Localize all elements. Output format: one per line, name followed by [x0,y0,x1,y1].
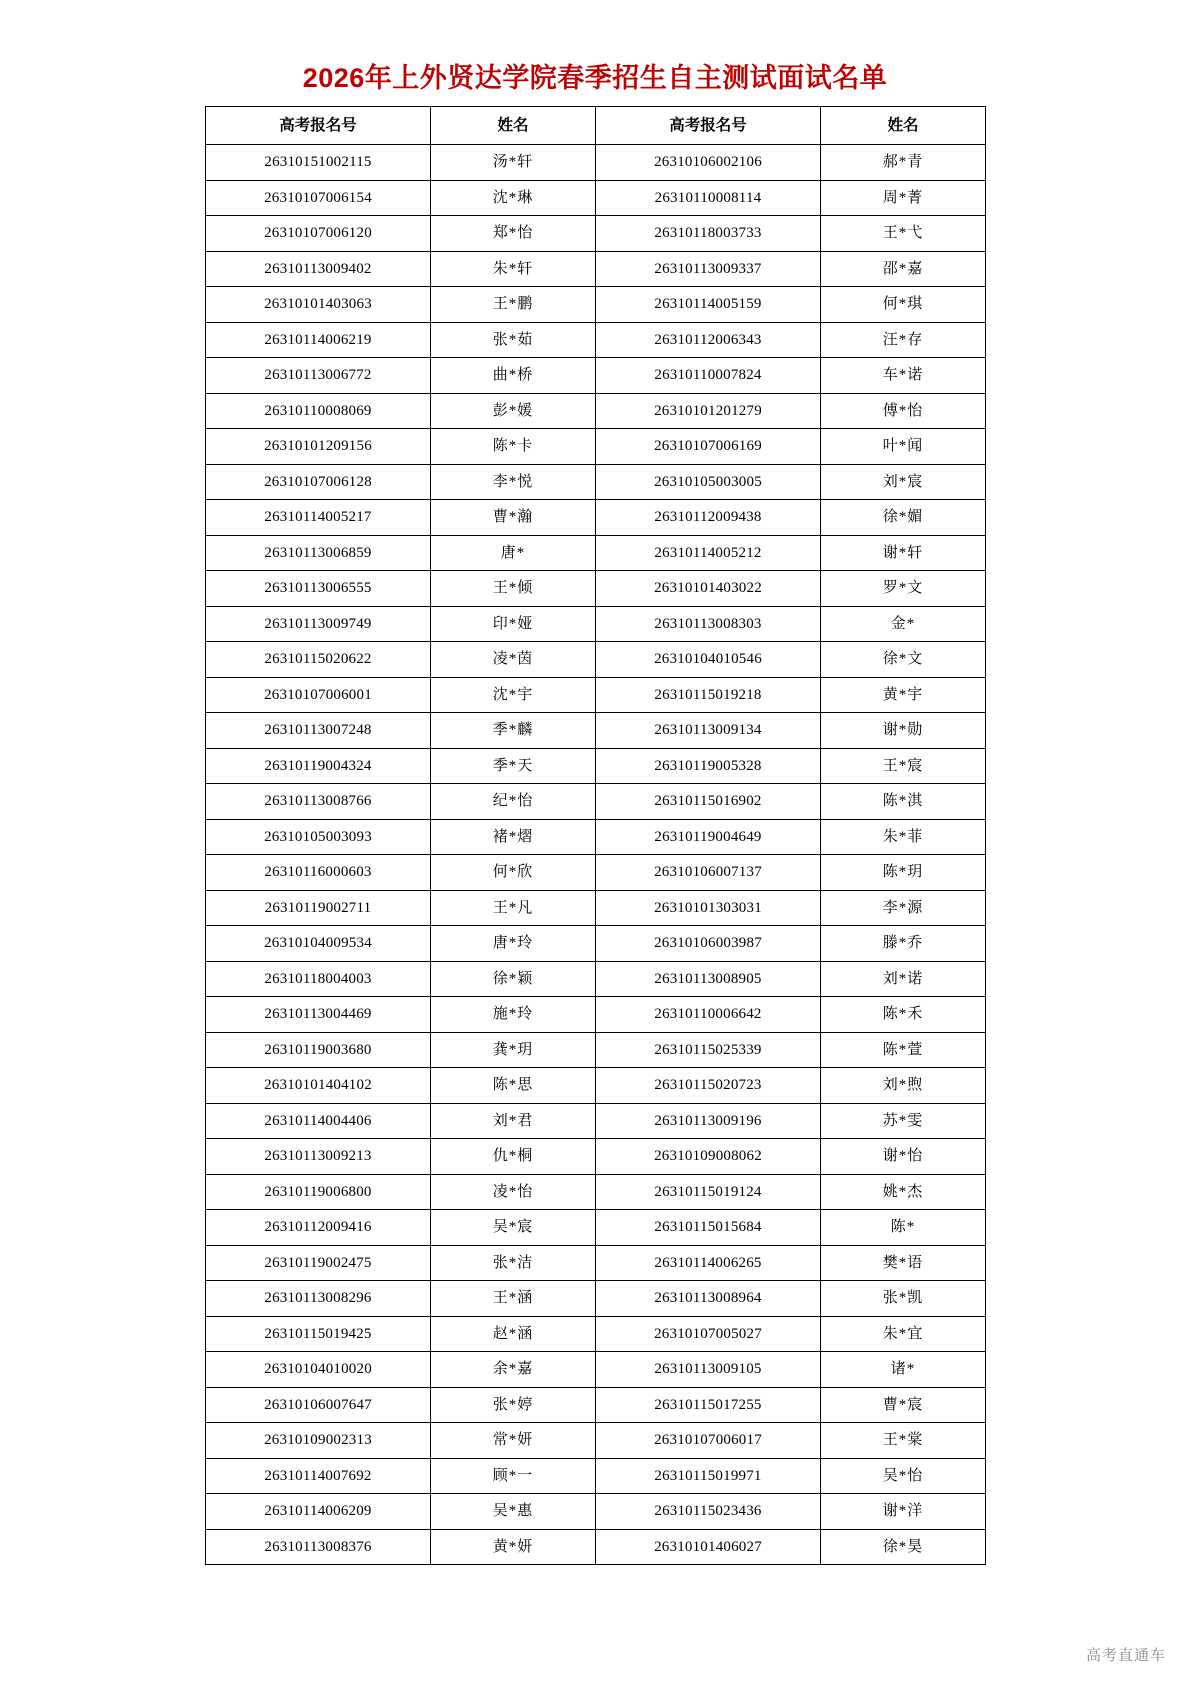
cell-exam-id: 26310119006800 [206,1174,431,1210]
cell-name: 郝*青 [821,145,986,181]
cell-name: 施*玲 [431,997,596,1033]
cell-name: 刘*宸 [821,464,986,500]
cell-exam-id: 26310101403022 [596,571,821,607]
cell-name: 刘*君 [431,1103,596,1139]
cell-exam-id: 26310113008964 [596,1281,821,1317]
cell-name: 车*诺 [821,358,986,394]
cell-name: 谢*轩 [821,535,986,571]
cell-name: 汤*轩 [431,145,596,181]
table-row [206,606,986,642]
table-row [206,1174,986,1210]
cell-exam-id: 26310107006128 [206,464,431,500]
cell-name: 季*天 [431,748,596,784]
cell-name: 李*悦 [431,464,596,500]
table-row [206,1139,986,1175]
cell-name: 陈*思 [431,1068,596,1104]
cell-exam-id: 26310115020723 [596,1068,821,1104]
cell-exam-id: 26310107006001 [206,677,431,713]
table-row [206,1458,986,1494]
cell-name: 邵*嘉 [821,251,986,287]
cell-exam-id: 26310113006555 [206,571,431,607]
cell-name: 王*倾 [431,571,596,607]
cell-name: 刘*诺 [821,961,986,997]
table-row [206,393,986,429]
table-row [206,1316,986,1352]
cell-name: 唐* [431,535,596,571]
cell-name: 朱*菲 [821,819,986,855]
cell-name: 刘*煦 [821,1068,986,1104]
cell-name: 徐*媚 [821,500,986,536]
cell-name: 罗*文 [821,571,986,607]
cell-exam-id: 26310107006154 [206,180,431,216]
cell-name: 曲*桥 [431,358,596,394]
cell-name: 余*嘉 [431,1352,596,1388]
cell-exam-id: 26310101403063 [206,287,431,323]
cell-exam-id: 26310106007647 [206,1387,431,1423]
cell-name: 凌*茵 [431,642,596,678]
cell-exam-id: 26310119003680 [206,1032,431,1068]
cell-exam-id: 26310101303031 [596,890,821,926]
cell-name: 唐*玲 [431,926,596,962]
cell-name: 黄*宇 [821,677,986,713]
cell-exam-id: 26310119002711 [206,890,431,926]
cell-name: 徐*昊 [821,1529,986,1565]
table-row [206,748,986,784]
table-row [206,180,986,216]
table-row [206,784,986,820]
cell-exam-id: 26310110008069 [206,393,431,429]
cell-name: 王*弋 [821,216,986,252]
cell-exam-id: 26310110008114 [596,180,821,216]
table-row [206,961,986,997]
cell-name: 朱*轩 [431,251,596,287]
cell-exam-id: 26310113008766 [206,784,431,820]
cell-exam-id: 26310116000603 [206,855,431,891]
cell-exam-id: 26310115019425 [206,1316,431,1352]
cell-exam-id: 26310110006642 [596,997,821,1033]
cell-exam-id: 26310115017255 [596,1387,821,1423]
table-row [206,251,986,287]
cell-name: 谢*洋 [821,1494,986,1530]
cell-name: 姚*杰 [821,1174,986,1210]
table-row [206,997,986,1033]
cell-name: 郑*怡 [431,216,596,252]
table-row [206,713,986,749]
cell-exam-id: 26310113008303 [596,606,821,642]
table-row [206,1494,986,1530]
cell-name: 徐*颖 [431,961,596,997]
table-header [206,107,986,145]
cell-name: 吴*怡 [821,1458,986,1494]
table-row [206,819,986,855]
table-row [206,1387,986,1423]
cell-exam-id: 26310119004324 [206,748,431,784]
cell-exam-id: 26310101201279 [596,393,821,429]
cell-name: 季*麟 [431,713,596,749]
column-header-exam-id-left: 高考报名号 [206,107,431,145]
cell-name: 彭*媛 [431,393,596,429]
cell-exam-id: 26310114006265 [596,1245,821,1281]
table-row [206,145,986,181]
cell-exam-id: 26310113009213 [206,1139,431,1175]
cell-exam-id: 26310112009416 [206,1210,431,1246]
table-row [206,1032,986,1068]
cell-exam-id: 26310113008376 [206,1529,431,1565]
cell-name: 仇*桐 [431,1139,596,1175]
cell-exam-id: 26310113004469 [206,997,431,1033]
cell-exam-id: 26310113006859 [206,535,431,571]
table-row [206,926,986,962]
table-row [206,1068,986,1104]
table-row [206,855,986,891]
cell-name: 谢*勋 [821,713,986,749]
cell-exam-id: 26310114005159 [596,287,821,323]
cell-name: 汪*存 [821,322,986,358]
cell-exam-id: 26310113009105 [596,1352,821,1388]
cell-exam-id: 26310114005212 [596,535,821,571]
cell-name: 王*宸 [821,748,986,784]
cell-name: 张*凯 [821,1281,986,1317]
cell-exam-id: 26310105003093 [206,819,431,855]
cell-name: 陈*禾 [821,997,986,1033]
column-header-name-right: 姓名 [821,107,986,145]
cell-exam-id: 26310107006017 [596,1423,821,1459]
cell-exam-id: 26310113009196 [596,1103,821,1139]
cell-exam-id: 26310104009534 [206,926,431,962]
cell-name: 苏*雯 [821,1103,986,1139]
cell-name: 沈*宇 [431,677,596,713]
cell-name: 陈*淇 [821,784,986,820]
cell-exam-id: 26310113009337 [596,251,821,287]
cell-exam-id: 26310115020622 [206,642,431,678]
cell-exam-id: 26310113006772 [206,358,431,394]
cell-exam-id: 26310113008905 [596,961,821,997]
cell-exam-id: 26310107006120 [206,216,431,252]
cell-exam-id: 26310112009438 [596,500,821,536]
header-row [206,107,986,145]
cell-name: 吴*惠 [431,1494,596,1530]
cell-name: 徐*文 [821,642,986,678]
table-row [206,1281,986,1317]
table-row [206,677,986,713]
cell-exam-id: 26310106007137 [596,855,821,891]
cell-name: 张*茹 [431,322,596,358]
cell-name: 金* [821,606,986,642]
table-body [206,145,986,1565]
table-row [206,1352,986,1388]
cell-name: 顾*一 [431,1458,596,1494]
cell-name: 龚*玥 [431,1032,596,1068]
cell-exam-id: 26310101406027 [596,1529,821,1565]
cell-exam-id: 26310101404102 [206,1068,431,1104]
table-row [206,287,986,323]
cell-exam-id: 26310109008062 [596,1139,821,1175]
cell-exam-id: 26310115025339 [596,1032,821,1068]
cell-exam-id: 26310119002475 [206,1245,431,1281]
cell-exam-id: 26310104010546 [596,642,821,678]
cell-name: 纪*怡 [431,784,596,820]
cell-exam-id: 26310115019124 [596,1174,821,1210]
cell-exam-id: 26310114005217 [206,500,431,536]
cell-name: 傅*怡 [821,393,986,429]
cell-name: 张*婷 [431,1387,596,1423]
table-row [206,358,986,394]
cell-name: 陈*玥 [821,855,986,891]
cell-exam-id: 26310113008296 [206,1281,431,1317]
table-row [206,429,986,465]
cell-name: 曹*宸 [821,1387,986,1423]
cell-exam-id: 26310112006343 [596,322,821,358]
cell-exam-id: 26310113007248 [206,713,431,749]
cell-name: 王*鹏 [431,287,596,323]
cell-exam-id: 26310107006169 [596,429,821,465]
roster-table-container [205,106,985,1565]
cell-name: 何*欣 [431,855,596,891]
cell-exam-id: 26310110007824 [596,358,821,394]
cell-exam-id: 26310109002313 [206,1423,431,1459]
cell-name: 何*琪 [821,287,986,323]
watermark: 高考直通车 [1085,1647,1166,1664]
table-row [206,464,986,500]
cell-exam-id: 26310119004649 [596,819,821,855]
cell-name: 谢*怡 [821,1139,986,1175]
cell-exam-id: 26310115015684 [596,1210,821,1246]
cell-name: 李*源 [821,890,986,926]
cell-name: 王*棠 [821,1423,986,1459]
cell-name: 陈*萱 [821,1032,986,1068]
cell-name: 王*凡 [431,890,596,926]
cell-exam-id: 26310107005027 [596,1316,821,1352]
table-row [206,500,986,536]
cell-name: 沈*琳 [431,180,596,216]
cell-exam-id: 26310115016902 [596,784,821,820]
table-row [206,1103,986,1139]
cell-exam-id: 26310114004406 [206,1103,431,1139]
cell-name: 黄*妍 [431,1529,596,1565]
table-row [206,535,986,571]
cell-exam-id: 26310106002106 [596,145,821,181]
cell-exam-id: 26310104010020 [206,1352,431,1388]
cell-name: 张*洁 [431,1245,596,1281]
table-row [206,1423,986,1459]
cell-name: 陈* [821,1210,986,1246]
cell-exam-id: 26310113009749 [206,606,431,642]
cell-exam-id: 26310115019971 [596,1458,821,1494]
cell-exam-id: 26310119005328 [596,748,821,784]
cell-exam-id: 26310113009402 [206,251,431,287]
cell-exam-id: 26310114006209 [206,1494,431,1530]
cell-exam-id: 26310115019218 [596,677,821,713]
cell-name: 陈*卡 [431,429,596,465]
table-row [206,642,986,678]
roster-table [205,106,986,1565]
cell-name: 滕*乔 [821,926,986,962]
cell-name: 印*娅 [431,606,596,642]
cell-exam-id: 26310113009134 [596,713,821,749]
cell-name: 曹*瀚 [431,500,596,536]
column-header-exam-id-right: 高考报名号 [596,107,821,145]
table-row [206,890,986,926]
cell-exam-id: 26310115023436 [596,1494,821,1530]
cell-name: 诸* [821,1352,986,1388]
cell-name: 赵*涵 [431,1316,596,1352]
cell-name: 叶*闻 [821,429,986,465]
cell-name: 樊*语 [821,1245,986,1281]
cell-name: 周*菁 [821,180,986,216]
column-header-name-left: 姓名 [431,107,596,145]
cell-exam-id: 26310118004003 [206,961,431,997]
table-row [206,571,986,607]
cell-name: 朱*宜 [821,1316,986,1352]
table-row [206,1210,986,1246]
table-row [206,1529,986,1565]
cell-exam-id: 26310105003005 [596,464,821,500]
cell-exam-id: 26310151002115 [206,145,431,181]
cell-exam-id: 26310114007692 [206,1458,431,1494]
cell-exam-id: 26310118003733 [596,216,821,252]
table-row [206,322,986,358]
cell-name: 吴*宸 [431,1210,596,1246]
cell-exam-id: 26310114006219 [206,322,431,358]
cell-exam-id: 26310106003987 [596,926,821,962]
cell-name: 王*涵 [431,1281,596,1317]
table-row [206,216,986,252]
cell-name: 褚*熠 [431,819,596,855]
table-row [206,1245,986,1281]
cell-name: 凌*怡 [431,1174,596,1210]
cell-name: 常*妍 [431,1423,596,1459]
cell-exam-id: 26310101209156 [206,429,431,465]
page-title: 2026年上外贤达学院春季招生自主测试面试名单 [302,63,888,93]
